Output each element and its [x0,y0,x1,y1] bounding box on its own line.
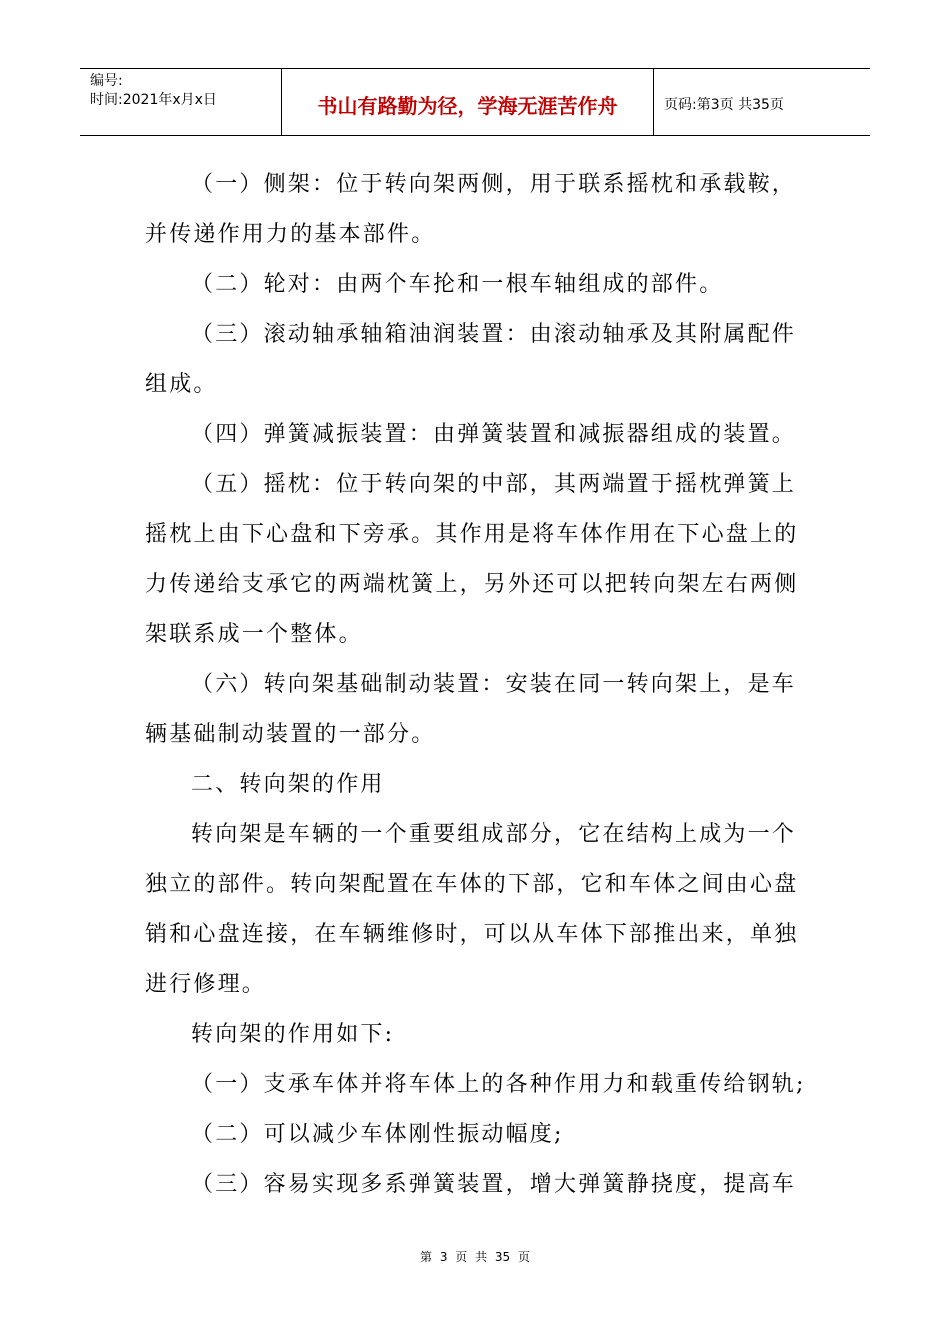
text-line: 并传递作用力的基本部件。 [145,222,436,247]
text-line: （二）轮对：由两个车抡和一根车轴组成的部件。 [191,272,724,297]
header-table [80,68,870,136]
text-line: （一）支承车体并将车体上的各种作用力和载重传给钢轨; [191,1072,806,1097]
text-line: （二）可以减少车体刚性振动幅度; [191,1122,564,1147]
text-line: 摇枕上由下心盘和下旁承。其作用是将车体作用在下心盘上的 [145,522,799,547]
header-page-info: 页码:第3页 共35页 [664,97,784,113]
doc-number: 编号: [90,73,123,89]
doc-time: 时间:2021年x月x日 [90,92,217,108]
text-line: 力传递给支承它的两端枕簧上，另外还可以把转向架左右两侧 [145,572,799,597]
document-body [145,160,805,1210]
text-line: （四）弹簧减振装置：由弹簧装置和减振器组成的装置。 [191,422,797,447]
section-heading: 二、转向架的作用 [191,772,385,797]
text-line: （五）摇枕：位于转向架的中部，其两端置于摇枕弹簧上 [191,472,797,497]
header-meta [80,69,282,135]
text-line: 销和心盘连接，在车辆维修时，可以从车体下部推出来，单独 [145,922,799,947]
text-line: （一）侧架：位于转向架两侧，用于联系摇枕和承载鞍， [191,172,797,197]
header-motto: 书山有路勤为径，学海无涯苦作舟 [282,69,654,135]
text-line: 独立的部件。转向架配置在车体的下部，它和车体之间由心盘 [145,872,799,897]
text-line: 转向架是车辆的一个重要组成部分，它在结构上成为一个 [191,822,797,847]
text-line: 组成。 [145,372,218,397]
text-line: 进行修理。 [145,972,267,997]
page-footer: 第 3 页 共 35 页 [420,1250,530,1264]
text-line: 转向架的作用如下: [191,1022,395,1047]
text-line: 辆基础制动装置的一部分。 [145,722,436,747]
text-line: 架联系成一个整体。 [145,622,363,647]
text-line: （三）容易实现多系弹簧装置，增大弹簧静挠度，提高车 [191,1172,797,1197]
text-line: （六）转向架基础制动装置：安装在同一转向架上，是车 [191,672,797,697]
text-line: （三）滚动轴承轴箱油润装置：由滚动轴承及其附属配件 [191,322,797,347]
